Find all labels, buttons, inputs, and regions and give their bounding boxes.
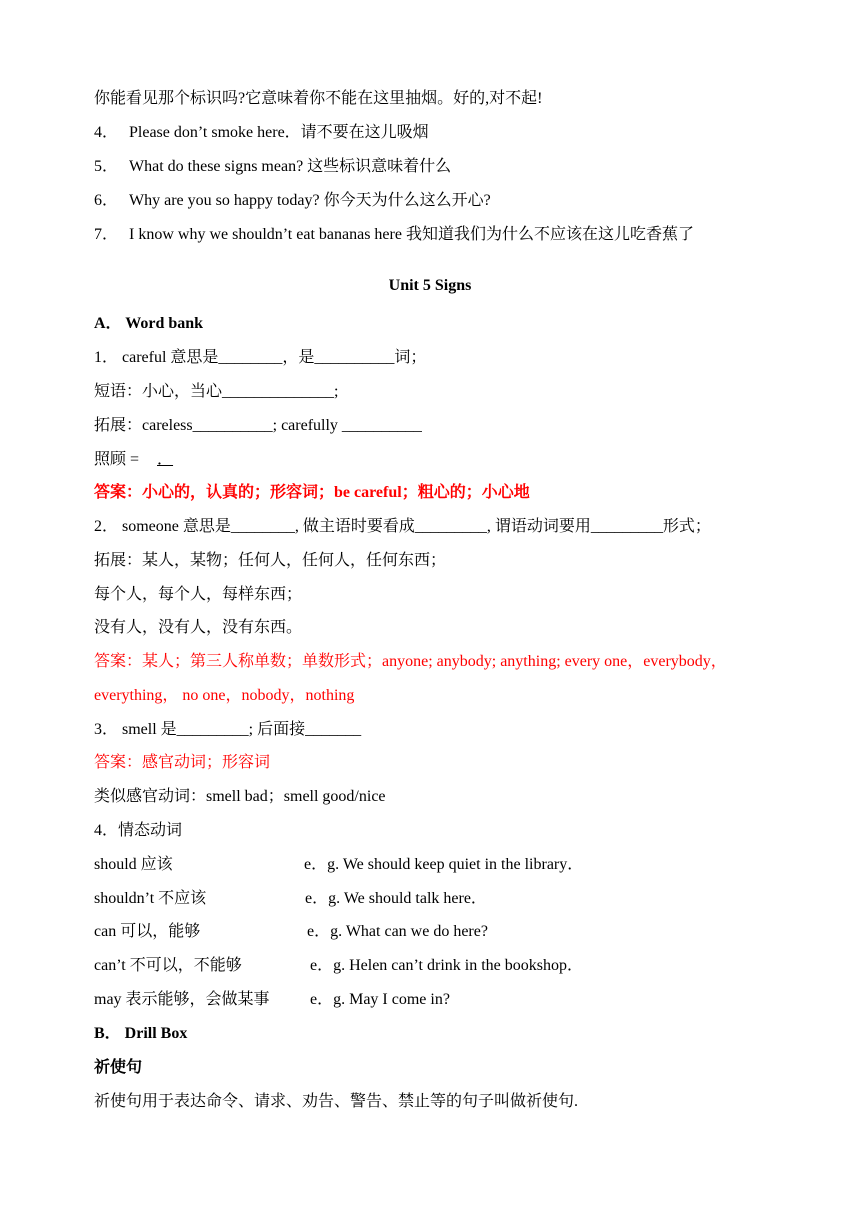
section-b-text: 祈使句用于表达命令、请求、劝告、警告、禁止等的句子叫做祈使句. [94, 1093, 579, 1110]
q1-line-4-label: 照顾 = [94, 451, 140, 468]
modal-word: shouldn’t 不应该 [94, 890, 207, 907]
item-text: What do these signs mean? 这些标识意味着什么 [129, 158, 452, 175]
q2-line-2: 拓展：某人，某物；任何人，任何人，任何东西； [94, 552, 447, 569]
intro-item-6 [94, 184, 820, 218]
q2-line-4: 没有人，没有人，没有东西。 [94, 619, 303, 636]
intro-line: 你能看见那个标识吗?它意味着你不能在这里抽烟。好的,对不起! [94, 90, 543, 107]
q1-answer: 答案：小心的，认真的；形容词；be careful；粗心的；小心地 [94, 484, 530, 501]
modal-row-may [94, 983, 794, 1017]
q2-answer-2: everything， no one，nobody，nothing [94, 687, 355, 704]
q3-line-1: 3． smell 是_________; 后面接_______ [94, 721, 362, 738]
item-text: Please don’t smoke here．请不要在这儿吸烟 [129, 124, 429, 141]
modal-word: should 应该 [94, 856, 173, 873]
item-number: 4． [94, 124, 119, 141]
intro-item-5 [94, 150, 820, 184]
modal-example: e．g. We should talk here． [305, 890, 487, 907]
unit-title: Unit 5 Signs [388, 277, 472, 294]
q1-line-1: 1． careful 意思是________，是__________词； [94, 349, 427, 366]
item-number: 7． [94, 226, 119, 243]
modal-word: can’t 不可以，不能够 [94, 957, 242, 974]
intro-item-4 [94, 116, 820, 150]
q3-line-2: 类似感官动词：smell bad；smell good/nice [94, 788, 386, 805]
item-text: I know why we shouldn’t eat bananas here 我知道我们为什么不应该在这儿吃香蕉了 [129, 226, 694, 243]
section-b-subheading: 祈使句 [94, 1059, 143, 1076]
q2-line-1: 2． someone 意思是________, 做主语时要看成_________, 谓语动词要用_________形式； [94, 518, 711, 535]
q2-answer-1: 答案：某人；第三人称单数；单数形式；anyone; anybody; anything; every one，everybody， [94, 653, 727, 670]
q1-line-3: 拓展：careless__________; carefully __________ [94, 417, 422, 434]
q3-answer: 答案：感官动词；形容词 [94, 754, 271, 771]
modal-example: e．g. What can we do here? [307, 923, 488, 940]
item-number: 6． [94, 192, 119, 209]
modal-example: e．g. May I come in? [310, 991, 450, 1008]
modal-word: may 表示能够，会做某事 [94, 991, 270, 1008]
modal-word: can 可以，能够 [94, 923, 201, 940]
modal-row-can [94, 915, 794, 949]
q4-heading: 4．情态动词 [94, 822, 183, 839]
section-a-heading: A． Word bank [94, 315, 204, 332]
q1-line-2: 短语：小心，当心______________; [94, 383, 339, 400]
modal-row-cant [94, 949, 794, 983]
q1-line-4-blank: ． [157, 451, 174, 468]
section-b-heading: B． Drill Box [94, 1025, 188, 1042]
q1-line-4 [94, 443, 820, 477]
item-number: 5． [94, 158, 119, 175]
modal-row-shouldnt [94, 882, 794, 916]
q2-line-3: 每个人，每个人，每样东西； [94, 586, 303, 603]
item-text: Why are you so happy today? 你今天为什么这么开心? [129, 192, 491, 209]
intro-item-7 [94, 218, 820, 252]
modal-example: e．g. We should keep quiet in the library． [304, 856, 584, 873]
modal-example: e．g. Helen can’t drink in the bookshop． [310, 957, 583, 974]
modal-row-should [94, 848, 794, 882]
